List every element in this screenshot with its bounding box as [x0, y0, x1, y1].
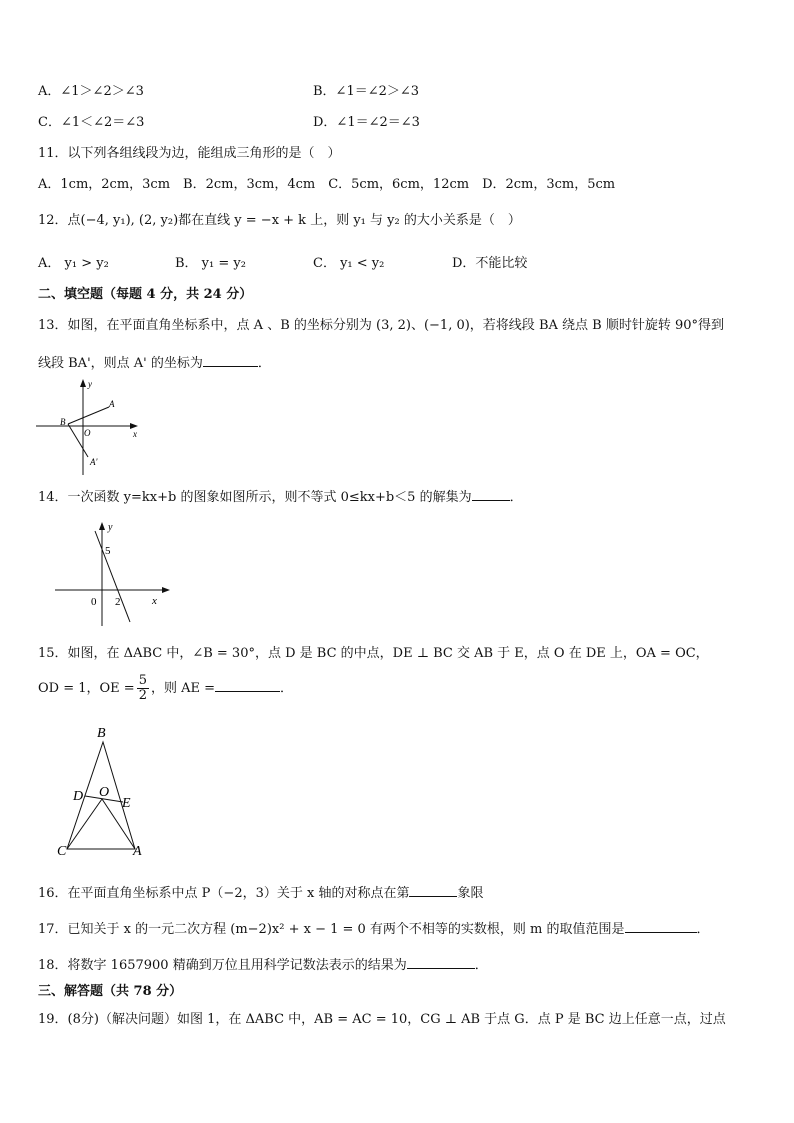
q12-option-a: A． y₁ > y₂ — [38, 256, 109, 271]
q13-answer-blank[interactable] — [203, 354, 258, 367]
q15-fig-label-o: O — [99, 785, 110, 800]
q15-end: ． — [280, 681, 294, 696]
q14-figure — [55, 518, 175, 628]
q12-option-c: C． y₁ < y₂ — [313, 256, 385, 271]
q15-line1: 15．如图，在 ΔABC 中，∠B = 30°，点 D 是 BC 的中点，DE ⊥ BC 交 AB 于 E，点 O 在 DE 上，OA = OC， — [38, 646, 709, 661]
q14-end: ． — [509, 490, 523, 505]
q13-line2 — [38, 354, 271, 373]
q13-fig-label-a: A — [109, 399, 115, 409]
q18-answer-blank[interactable] — [407, 956, 475, 969]
q17-text: 17．已知关于 x 的一元二次方程 (m−2)x² + x − 1 = 0 有两个不相等的实数根，则 m 的取值范围是 — [38, 922, 625, 937]
q15-fig-label-c: C — [57, 844, 67, 859]
section-answer-heading: 三、解答题（共 78 分） — [38, 984, 183, 999]
q15-line2 — [38, 673, 293, 705]
q14-text: 14．一次函数 y=kx+b 的图象如图所示，则不等式 0≤kx+b＜5 的解集为 — [38, 490, 472, 505]
section-fill-in-heading: 二、填空题（每题 4 分，共 24 分） — [38, 287, 253, 302]
q16-text: 16．在平面直角坐标系中点 P（−2，3）关于 x 轴的对称点在第 — [38, 886, 410, 901]
q13-fig-label-x: x — [133, 429, 137, 439]
q18-text: 18．将数字 1657900 精确到万位且用科学记数法表示的结果为 — [38, 958, 407, 973]
q15-fig-label-e: E — [122, 796, 131, 811]
q18-line — [38, 956, 488, 975]
q13-fig-label-a-prime: A' — [90, 457, 98, 467]
q12-option-b: B． y₁ = y₂ — [175, 256, 246, 271]
q13-fig-label-y: y — [88, 379, 92, 389]
q15-figure — [55, 722, 155, 857]
q10-option-a: A．∠1＞∠2＞∠3 — [38, 84, 144, 99]
q17-end: ． — [696, 922, 710, 937]
q15-tail-text: ，则 AE = — [150, 681, 216, 696]
q17-line — [38, 920, 710, 939]
q17-answer-blank[interactable] — [625, 920, 697, 933]
q13-fig-label-o: O — [84, 428, 91, 438]
q14-fig-label-2: 2 — [115, 596, 121, 608]
q13-line1: 13．如图，在平面直角坐标系中，点 A 、B 的坐标分别为 (3, 2)、(−1, 0)，若将线段 BA 绕点 B 顺时针旋转 90°得到 — [38, 318, 725, 333]
q14-answer-blank[interactable] — [472, 488, 510, 501]
q16-answer-blank[interactable] — [409, 884, 457, 897]
q16-end: 象限 — [457, 886, 484, 901]
q15-fig-label-b: B — [97, 726, 106, 741]
q10-option-c: C．∠1＜∠2＝∠3 — [38, 115, 145, 130]
q14-fig-label-5: 5 — [105, 545, 111, 557]
q10-option-b: B．∠1＝∠2＞∠3 — [313, 84, 420, 99]
q16-line — [38, 884, 483, 903]
q13-figure — [36, 375, 146, 475]
q11-stem: 11．以下列各组线段为边，能组成三角形的是（ ） — [38, 146, 341, 161]
q10-option-d: D．∠1＝∠2＝∠3 — [313, 115, 420, 130]
q12-stem: 12．点(−4, y₁), (2, y₂)都在直线 y = −x + k 上，则 y₁ 与 y₂ 的大小关系是（ ） — [38, 213, 521, 228]
q15-fraction-denominator: 2 — [138, 688, 147, 703]
q14-fig-label-x: x — [152, 595, 157, 607]
q15-od-text: OD = 1，OE = — [38, 681, 135, 696]
q13-fig-label-b: B — [60, 417, 66, 427]
q15-answer-blank[interactable] — [215, 679, 280, 692]
q13-text: 线段 BA'，则点 A' 的坐标为 — [38, 356, 203, 371]
q15-fraction — [137, 674, 149, 703]
q19-stem: 19．(8分)（解决问题）如图 1，在 ΔABC 中，AB = AC = 10，CG ⊥ AB 于点 G．点 P 是 BC 边上任意一点，过点 — [38, 1012, 726, 1027]
q18-end: ． — [474, 958, 488, 973]
q14-fig-label-0: 0 — [91, 596, 97, 608]
q14-fig-label-y: y — [108, 522, 113, 533]
q14-line — [38, 488, 523, 507]
q15-fig-label-a: A — [133, 844, 142, 859]
q15-fraction-numerator: 5 — [138, 673, 147, 688]
q12-option-d: D．不能比较 — [452, 256, 528, 271]
q15-fig-label-d: D — [73, 789, 84, 804]
q11-options: A．1cm，2cm，3cm B．2cm，3cm，4cm C．5cm，6cm，12cm D．2cm，3cm，5cm — [38, 177, 616, 192]
q13-end: ． — [257, 356, 271, 371]
